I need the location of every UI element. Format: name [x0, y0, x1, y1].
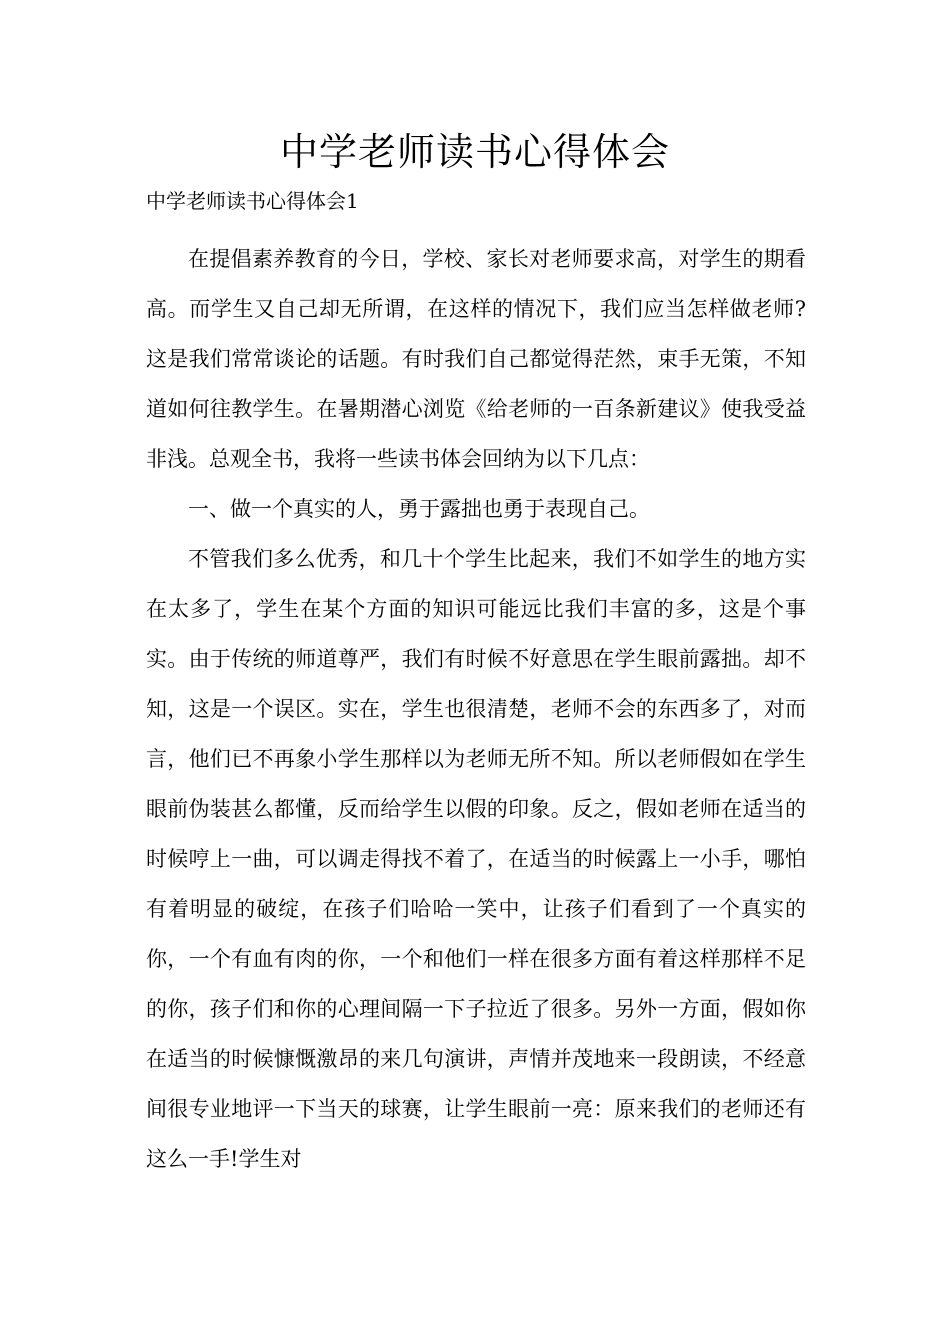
document-title: 中学老师读书心得体会 — [279, 130, 670, 174]
paragraph-heading-one: 一、做一个真实的人，勇于露拙也勇于表现自己。 — [188, 497, 650, 521]
document-body — [146, 234, 806, 1184]
document-subtitle: 中学老师读书心得体会1 — [146, 189, 359, 213]
paragraph-intro: 在提倡素养教育的今日，学校、家长对老师要求高，对学生的期看高。而学生又自己却无所谓，在这样的情况下，我们应当怎样做老师?这是我们常常谈论的话题。有时我们自己都觉得茫然，束手无策，不知道如何往教学生。在暑期潜心浏览《给老师的一百条新建议》使我受益非浅。总观全书，我将一些读书体会回纳为以下几点： — [146, 247, 806, 471]
paragraph-point-one: 不管我们多么优秀，和几十个学生比起来，我们不如学生的地方实在太多了，学生在某个方面的知识可能远比我们丰富的多，这是个事实。由于传统的师道尊严，我们有时候不好意思在学生眼前露拙。却不知，这是一个误区。实在，学生也很清楚，老师不会的东西多了，对而言，他们已不再象小学生那样以为老师无所不知。所以老师假如在学生眼前伪装甚么都懂，反而给学生以假的印象。反之，假如老师在适当的时候哼上一曲，可以调走得找不着了，在适当的时候露上一小手，哪怕有着明显的破绽，在孩子们哈哈一笑中，让孩子们看到了一个真实的你，一个有血有肉的你，一个和他们一样在很多方面有着这样那样不足的你，孩子们和你的心理间隔一下子拉近了很多。另外一方面，假如你在适当的时候慷慨激昂的来几句演讲，声情并茂地来一段朗读，不经意间很专业地评一下当天的球赛，让学生眼前一亮：原来我们的老师还有这么一手!学生对 — [146, 547, 806, 1171]
